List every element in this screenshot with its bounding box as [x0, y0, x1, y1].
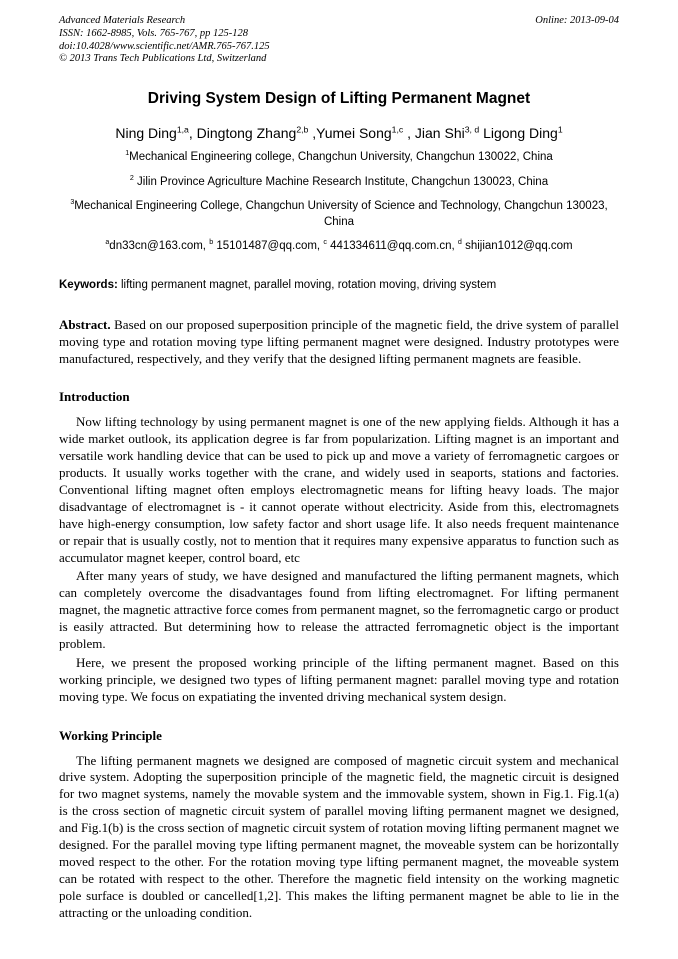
author-sup: 1,a	[176, 124, 189, 135]
affiliation-sup: 3	[70, 198, 75, 207]
author-sup: 1	[557, 124, 563, 135]
affiliation-line	[59, 150, 619, 166]
affiliation-sup: 2	[129, 173, 134, 182]
section-heading-introduction: Introduction	[59, 389, 130, 405]
emails-line	[59, 239, 619, 255]
author-separator: ,	[403, 125, 415, 142]
author-name: Jian Shi	[414, 125, 465, 142]
affiliation-text: Jilin Province Agriculture Machine Research Institute, Changchun 130023, China	[133, 175, 549, 188]
section-working-principle	[59, 728, 619, 922]
abstract-text: Based on our proposed superposition principle of the magnetic field, the drive system of parallel moving type and rotation moving type lifting permanent magnet were designed. Industry prototypes were manufactured, respectively, and they verify that the designed lifting permanent magnets are feasible.	[59, 316, 619, 366]
paper-title: Driving System Design of Lifting Permanent Magnet	[147, 90, 531, 108]
email-address: 441334611@qq.com.cn,	[326, 240, 458, 253]
affiliation-sup: 1	[125, 149, 130, 158]
affiliation-text: Mechanical Engineering college, Changchun University, Changchun 130022, China	[129, 151, 553, 164]
affiliation-text: Mechanical Engineering College, Changchun University of Science and Technology, Changchun 130023, China	[74, 200, 608, 228]
issn-line: ISSN: 1662-8985, Vols. 765-767, pp 125-128	[59, 27, 248, 39]
affiliation-line	[59, 199, 619, 230]
online-date: Online: 2013-09-04	[535, 15, 619, 26]
abstract	[59, 317, 619, 368]
email-sup: d	[457, 238, 462, 247]
author-name: Yumei Song	[316, 125, 392, 142]
author-sup: 1,c	[391, 124, 404, 135]
email-address: 15101487@qq.com,	[213, 240, 324, 253]
abstract-label: Abstract.	[59, 316, 111, 332]
journal-header	[59, 15, 619, 66]
keywords-label: Keywords:	[59, 278, 118, 291]
author-separator: ,	[308, 125, 317, 142]
journal-name: Advanced Materials Research	[59, 15, 186, 26]
keywords-text: lifting permanent magnet, parallel moving, rotation moving, driving system	[117, 278, 497, 291]
paragraph: After many years of study, we have designed and manufactured the lifting permanent magnets, which can completely overcome the disadvantages found from lifting electromagnet. For lifting permanent magnet, the magnetic attractive force comes from permanent magnet, so the ferromagnetic cargo or product is easily attracted. But determining how to release the attracted ferromagnetic object is the important problem.	[59, 568, 619, 652]
paragraph: The lifting permanent magnets we designed are composed of magnetic circuit system and mechanical drive system. Adopting the superposition principle of the magnetic field, the magnetic circuit is designed for two magnet systems, namely the movable system and the immovable system, shown in Fig.1. Fig.1(a) is the cross section of magnetic circuit system of parallel moving lifting permanent magnet we designed, and Fig.1(b) is the cross section of magnetic circuit system of rotation moving lifting permanent magnet we designed. For the parallel moving type lifting permanent magnet, the moveable system can be horizontally moved respect to the other. For the rotation moving type lifting permanent magnet, the moveable system can be rotated with respect to the other. Therefore the magnetic field intensity on the working magnetic pole surface is doubled or cancelled[1,2]. This makes the lifting permanent magnet be able to lie in the attracting or the unloading condition.	[59, 752, 619, 920]
author-sup: 3, d	[464, 124, 480, 135]
author-name: Ning Ding	[115, 125, 177, 142]
email-address: shijian1012@qq.com	[461, 240, 573, 253]
author-sup: 2,b	[296, 124, 309, 135]
keywords-line	[59, 279, 619, 291]
email-sup: b	[209, 238, 214, 247]
paragraph: Here, we present the proposed working principle of the lifting permanent magnet. Based on this working principle, we designed two types of lifting permanent magnet: parallel moving type and rotation moving type. We focus on expatiating the invented driving mechanical system design.	[59, 654, 619, 704]
section-heading-working-principle: Working Principle	[59, 727, 162, 743]
email-sup: c	[323, 238, 327, 247]
author-separator: ,	[188, 125, 197, 142]
affiliation-line	[59, 175, 619, 191]
email-address: dn33cn@163.com,	[109, 240, 210, 253]
author-name: Ligong Ding	[483, 125, 558, 142]
doi-line: doi:10.4028/www.scientific.net/AMR.765-767.125	[59, 40, 270, 52]
paragraph: Now lifting technology by using permanent magnet is one of the new applying fields. Although it has a wide market outlook, its application degree is far from popularization. Lifting magnet is an important and versatile work handling device that can be used to pick up and move a variety of ferromagnetic cargoes or products. It usually works together with the crane, and widely used in seaports, stations and factories. Conventional lifting magnet often employs electromagnetic means for lifting heavy loads. The major disadvantage of electromagnet is - it cannot operate without electricity. Aside from this, electromagnets have high-energy consumption, low safety factor and short usage life. It also needs frequent maintenance or repair that is usually costly, not to mention that it requires many expensive apparatus to function such as accumulator magnet keeper, control board, etc	[59, 414, 619, 565]
authors-line	[59, 125, 619, 141]
email-sup: a	[105, 238, 110, 247]
copyright-line: © 2013 Trans Tech Publications Ltd, Switzerland	[59, 53, 267, 65]
section-introduction	[59, 389, 619, 705]
author-name: Dingtong Zhang	[196, 125, 297, 142]
